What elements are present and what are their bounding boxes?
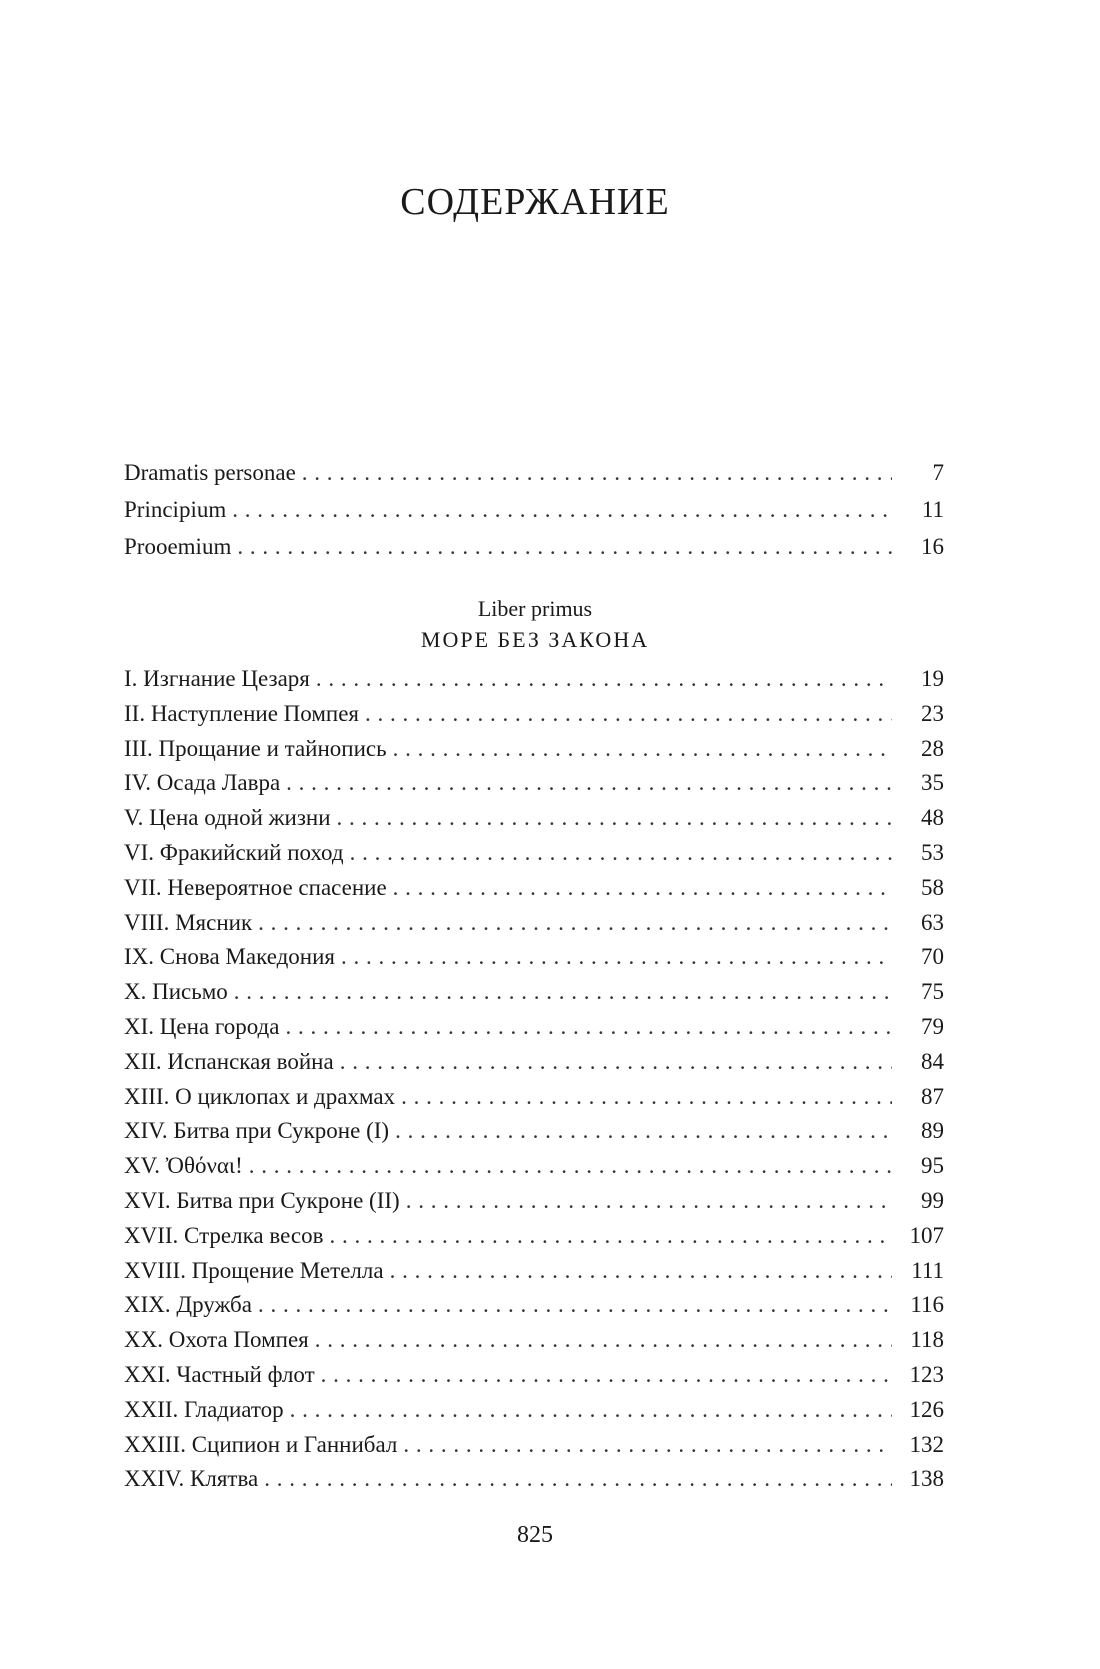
toc-entry[interactable] xyxy=(124,497,944,534)
dot-leader xyxy=(401,1084,892,1110)
dot-leader xyxy=(232,497,892,523)
toc-entry-label: IX. Снова Македония xyxy=(124,944,335,970)
toc-entry-page: 87 xyxy=(921,1083,944,1109)
part-label: Liber primus xyxy=(477,596,593,621)
toc-entry-page: 132 xyxy=(909,1431,944,1457)
dot-leader xyxy=(285,1014,892,1040)
toc-entry[interactable] xyxy=(124,701,944,736)
dot-leader xyxy=(393,736,892,762)
dot-leader xyxy=(302,460,892,486)
toc-entry[interactable] xyxy=(124,1153,944,1188)
toc-entry-page: 75 xyxy=(921,979,944,1005)
toc-entry[interactable] xyxy=(124,1188,944,1223)
toc-entry-label: XIII. О циклопах и драхмах xyxy=(124,1083,396,1109)
toc-entry-page: 123 xyxy=(909,1361,944,1387)
dot-leader xyxy=(406,1188,892,1214)
toc-entry-page: 99 xyxy=(921,1187,944,1213)
toc-entry-page: 95 xyxy=(921,1153,944,1179)
toc-entry[interactable] xyxy=(124,840,944,875)
dot-leader xyxy=(329,1223,892,1249)
dot-leader xyxy=(237,534,892,560)
toc-entry-page: 28 xyxy=(921,735,944,761)
toc-entry-page: 89 xyxy=(921,1118,944,1144)
toc-entry-label: XV. Ὀθόναι! xyxy=(124,1153,243,1179)
toc-entry[interactable] xyxy=(124,944,944,979)
toc-entry[interactable] xyxy=(124,1432,944,1467)
page-number: 825 xyxy=(517,1522,553,1548)
toc-entry-page: 48 xyxy=(921,805,944,831)
toc-entry-label: XVIII. Прощение Метелла xyxy=(124,1257,384,1283)
toc-entry-label: I. Изгнание Цезаря xyxy=(124,666,310,691)
dot-leader xyxy=(365,701,892,727)
toc-entry-label: III. Прощание и тайнопись xyxy=(124,735,387,761)
dot-leader xyxy=(258,1292,892,1318)
toc-entry[interactable] xyxy=(124,805,944,840)
toc-entry-page: 138 xyxy=(909,1466,944,1492)
toc-entry-label: XIV. Битва при Сукроне (I) xyxy=(124,1118,390,1144)
dot-leader xyxy=(249,1153,892,1179)
toc-entry-label: XXIV. Клятва xyxy=(124,1466,259,1492)
toc-entry-page: 107 xyxy=(909,1222,944,1248)
part-title: МОРЕ БЕЗ ЗАКОНА xyxy=(420,627,650,652)
toc-entry-page: 116 xyxy=(910,1292,944,1318)
toc-entry-page: 35 xyxy=(921,770,944,796)
toc-entry-label: VIII. Мясник xyxy=(124,909,253,935)
toc-entry[interactable] xyxy=(124,1292,944,1327)
toc-entry-label: V. Цена одной жизни xyxy=(124,805,331,831)
toc-entry-label: Prooemium xyxy=(124,534,232,559)
dot-leader xyxy=(341,944,892,970)
toc-entry-label: XVI. Битва при Сукроне (II) xyxy=(124,1187,400,1213)
toc-entry-page: 11 xyxy=(921,497,944,522)
dot-leader xyxy=(403,1432,892,1458)
toc-entry[interactable] xyxy=(124,1049,944,1084)
dot-leader xyxy=(340,1049,892,1075)
dot-leader xyxy=(390,1258,892,1284)
toc-entry[interactable] xyxy=(124,736,944,771)
toc-entry-page: 126 xyxy=(909,1396,944,1422)
dot-leader xyxy=(315,1327,892,1353)
toc-entry-label: Principium xyxy=(124,497,227,522)
toc-entry-page: 19 xyxy=(921,666,944,691)
toc-entry-label: XII. Испанская война xyxy=(124,1048,334,1074)
toc-entry[interactable] xyxy=(124,1327,944,1362)
toc-entry-label: Dramatis personae xyxy=(124,460,296,485)
toc-entry-label: XI. Цена города xyxy=(124,1013,280,1039)
dot-leader xyxy=(286,770,892,796)
toc-entry[interactable] xyxy=(124,534,944,571)
toc-entry-page: 58 xyxy=(921,874,944,900)
toc-entry-label: XXII. Гладиатор xyxy=(124,1396,284,1422)
toc-entry-label: XXI. Частный флот xyxy=(124,1361,315,1387)
toc-entry-label: XIX. Дружба xyxy=(124,1292,252,1318)
toc-entry-page: 118 xyxy=(910,1327,944,1353)
dot-leader xyxy=(337,805,892,831)
toc-entry[interactable] xyxy=(124,1258,944,1293)
dot-leader xyxy=(264,1466,892,1492)
part-heading xyxy=(0,594,1070,656)
toc-entry[interactable] xyxy=(124,1362,944,1397)
toc-entry-page: 70 xyxy=(921,944,944,970)
toc-entry-label: XXIII. Сципион и Ганнибал xyxy=(124,1431,398,1457)
dot-leader xyxy=(234,979,892,1005)
toc-entry-label: X. Письмо xyxy=(124,979,228,1005)
page-title: СОДЕРЖАНИЕ xyxy=(400,181,670,223)
chapter-list xyxy=(124,666,944,1501)
toc-entry[interactable] xyxy=(124,1397,944,1432)
toc-entry[interactable] xyxy=(124,1223,944,1258)
toc-entry-label: IV. Осада Лавра xyxy=(124,770,281,796)
toc-entry-label: VII. Невероятное спасение xyxy=(124,874,387,900)
toc-entry-label: VI. Фракийский поход xyxy=(124,839,344,865)
toc-entry[interactable] xyxy=(124,910,944,945)
toc-entry-label: II. Наступление Помпея xyxy=(124,700,359,726)
toc-entry-page: 111 xyxy=(911,1257,944,1283)
toc-entry[interactable] xyxy=(124,875,944,910)
toc-entry-page: 16 xyxy=(921,534,944,559)
toc-entry-label: XVII. Стрелка весов xyxy=(124,1222,324,1248)
toc-entry-page: 79 xyxy=(921,1013,944,1039)
toc-entry[interactable] xyxy=(124,666,944,701)
dot-leader xyxy=(350,840,892,866)
toc-entry[interactable] xyxy=(124,1014,944,1049)
toc-entry-page: 23 xyxy=(921,700,944,726)
toc-entry[interactable] xyxy=(124,770,944,805)
toc-entry-page: 53 xyxy=(921,839,944,865)
dot-leader xyxy=(395,1118,892,1144)
dot-leader xyxy=(393,875,892,901)
dot-leader xyxy=(321,1362,892,1388)
toc-entry[interactable] xyxy=(124,460,944,497)
dot-leader xyxy=(290,1397,892,1423)
front-matter-list xyxy=(124,460,944,571)
toc-entry-page: 84 xyxy=(921,1048,944,1074)
toc-entry[interactable] xyxy=(124,1466,944,1501)
toc-entry-page: 7 xyxy=(932,460,944,485)
toc-entry-page: 63 xyxy=(921,909,944,935)
toc-entry-label: XX. Охота Помпея xyxy=(124,1327,309,1353)
toc-entry[interactable] xyxy=(124,1084,944,1119)
toc-entry[interactable] xyxy=(124,979,944,1014)
toc-entry[interactable] xyxy=(124,1118,944,1153)
dot-leader xyxy=(316,666,892,692)
dot-leader xyxy=(258,910,892,936)
